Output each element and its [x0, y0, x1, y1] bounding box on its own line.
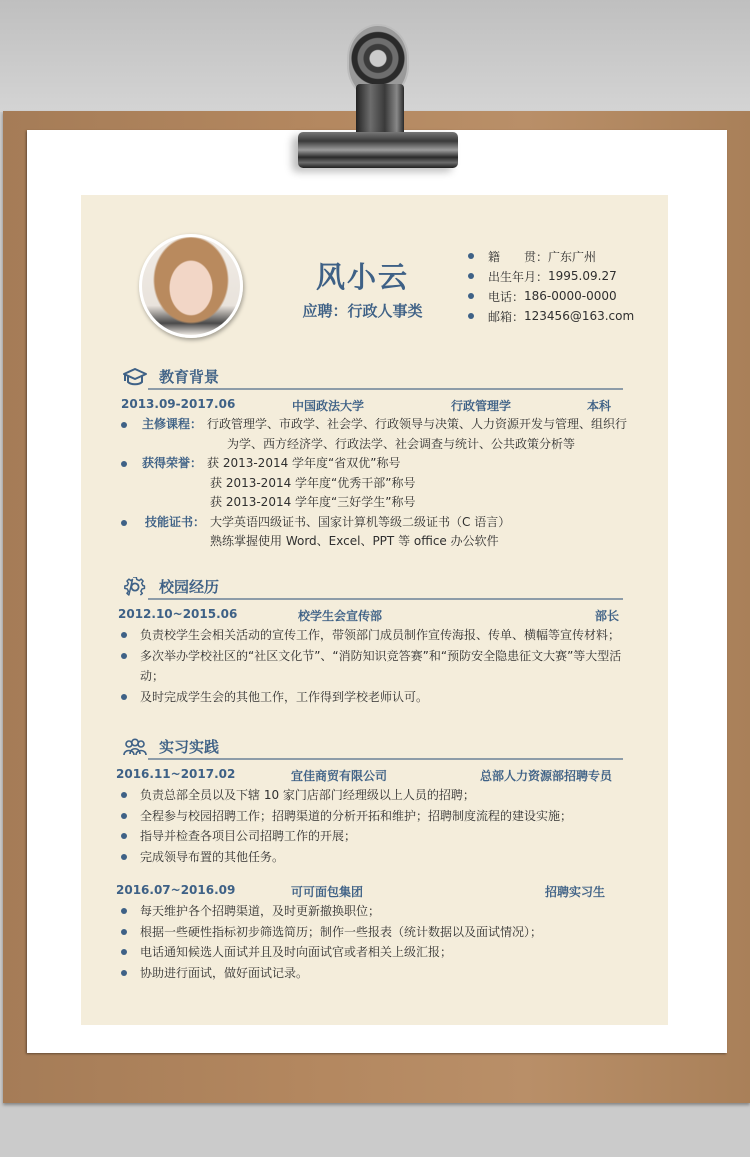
item-text: 电话通知候选人面试并且及时向面试官或者相关上级汇报； [140, 945, 453, 959]
period: 2012.10~2015.06 [118, 607, 238, 621]
item-text: 根据一些硬性指标初步筛选简历；制作一些报表（统计数据以及面试情况）； [140, 924, 543, 939]
bullet-icon [121, 520, 127, 526]
honors-item [118, 454, 623, 513]
item-line: 获 2013-2014 学年度“省双优”称号 [207, 456, 401, 470]
item-text: 指导并检查各项目公司招聘工作的开展； [140, 829, 357, 843]
item-text: 每天维护各个招聘渠道，及时更新撤换职位； [140, 904, 381, 918]
section-divider [148, 388, 623, 390]
school: 中国政法大学 [292, 399, 365, 413]
list-item [118, 922, 623, 943]
people-icon [122, 737, 148, 757]
certificates-item [118, 513, 623, 552]
bullet-icon [121, 653, 127, 659]
courses-item [118, 415, 628, 454]
item-line: 大学英语四级证书、国家计算机等级二级证书（C 语言） [210, 514, 511, 529]
section-title: 教育背景 [159, 368, 220, 386]
item-text: 完成领导布置的其他任务。 [140, 849, 285, 864]
info-label: 出生年月： [488, 269, 549, 284]
item-text: 负责校学生会相关活动的宣传工作，带领部门成员制作宣传海报、传单、横幅等宣传材料； [140, 628, 621, 642]
education-meta [118, 395, 623, 415]
personal-info [468, 246, 658, 326]
bullet-icon [121, 833, 127, 839]
job-meta [118, 881, 623, 901]
section-divider [148, 758, 623, 760]
section-header [118, 734, 623, 760]
info-value: 广东广州 [548, 249, 597, 264]
company: 宜佳商贸有限公司 [291, 769, 388, 783]
bullet-icon [121, 422, 127, 428]
list-item [118, 847, 623, 868]
job-meta [118, 765, 623, 785]
list-item [118, 963, 623, 984]
bullet-icon [468, 273, 474, 279]
info-birthdate [468, 266, 658, 286]
item-key: 主修课程： [142, 417, 203, 431]
info-value: 1995.09.27 [548, 269, 617, 283]
item-text: 多次举办学校社区的“社区文化节”、“消防知识竞答赛”和“预防安全隐患征文大赛”等大型活动； [140, 648, 622, 683]
section-education [118, 364, 628, 552]
item-text: 全程参与校园招聘工作；招聘渠道的分析开拓和维护；招聘制度流程的建设实施； [140, 808, 573, 823]
period: 2016.07~2016.09 [116, 883, 236, 897]
major: 行政管理学 [451, 399, 512, 413]
bullet-icon [121, 792, 127, 798]
info-email [468, 306, 658, 326]
info-hometown [468, 246, 658, 266]
applied-position: 应聘：行政人事类 [302, 302, 423, 320]
list-item [118, 687, 623, 708]
info-label: 籍 贯： [488, 249, 549, 264]
bullet-icon [121, 970, 127, 976]
section-internship [118, 734, 623, 983]
bullet-icon [121, 854, 127, 860]
campus-meta [118, 605, 623, 625]
role: 部长 [595, 609, 620, 623]
item-line: 获 2013-2014 学年度“优秀干部”称号 [210, 475, 416, 490]
info-value: 123456@163.com [524, 309, 635, 323]
avatar [139, 234, 243, 338]
info-phone [468, 286, 658, 306]
bullet-icon [468, 293, 474, 299]
section-header [118, 364, 623, 390]
list-item [118, 646, 623, 687]
graduation-cap-icon [122, 367, 148, 387]
item-text: 及时完成学生会的其他工作，工作得到学校老师认可。 [140, 689, 429, 704]
section-title: 校园经历 [159, 578, 220, 596]
bullet-icon [121, 694, 127, 700]
section-title: 实习实践 [159, 738, 220, 756]
clip-base [298, 132, 458, 168]
section-campus [118, 574, 623, 707]
info-label: 电话： [488, 289, 525, 304]
item-line: 获 2013-2014 学年度“三好学生”称号 [210, 495, 416, 509]
item-line: 行政管理学、市政学、社会学、行政领导与决策、人力资源开发与管理、组织行 [207, 417, 628, 431]
period: 2013.09-2017.06 [121, 397, 236, 411]
item-text: 协助进行面试，做好面试记录。 [140, 965, 309, 980]
item-line: 熟练掌握使用 Word、Excel、PPT 等 office 办公软件 [210, 534, 499, 548]
info-value: 186-0000-0000 [524, 289, 617, 303]
item-line: 为学、西方经济学、行政法学、社会调查与统计、公共政策分析等 [227, 436, 576, 451]
candidate-name: 风小云 [315, 260, 409, 294]
bullet-icon [121, 461, 127, 467]
bullet-icon [468, 253, 474, 259]
list-item [118, 826, 623, 847]
item-key: 技能证书： [145, 514, 206, 529]
bullet-icon [121, 929, 127, 935]
bullet-icon [121, 813, 127, 819]
company: 可可面包集团 [291, 885, 364, 899]
bullet-icon [468, 313, 474, 319]
period: 2016.11~2017.02 [116, 767, 236, 781]
list-item [118, 942, 623, 963]
gear-icon [122, 577, 148, 597]
bullet-icon [121, 949, 127, 955]
item-key: 获得荣誉： [142, 456, 203, 470]
bullet-icon [121, 908, 127, 914]
binder-clip-icon [290, 24, 465, 174]
role: 总部人力资源部招聘专员 [480, 769, 613, 783]
list-item [118, 785, 623, 806]
role: 招聘实习生 [545, 885, 606, 899]
degree: 本科 [587, 399, 612, 413]
item-text: 负责总部全员以及下辖 10 家门店部门经理级以上人员的招聘； [140, 788, 475, 802]
list-item [118, 901, 623, 922]
section-divider [148, 598, 623, 600]
organization: 校学生会宣传部 [298, 609, 383, 623]
list-item [118, 806, 623, 827]
section-header [118, 574, 623, 600]
list-item [118, 625, 623, 646]
bullet-icon [121, 632, 127, 638]
info-label: 邮箱： [488, 309, 525, 324]
